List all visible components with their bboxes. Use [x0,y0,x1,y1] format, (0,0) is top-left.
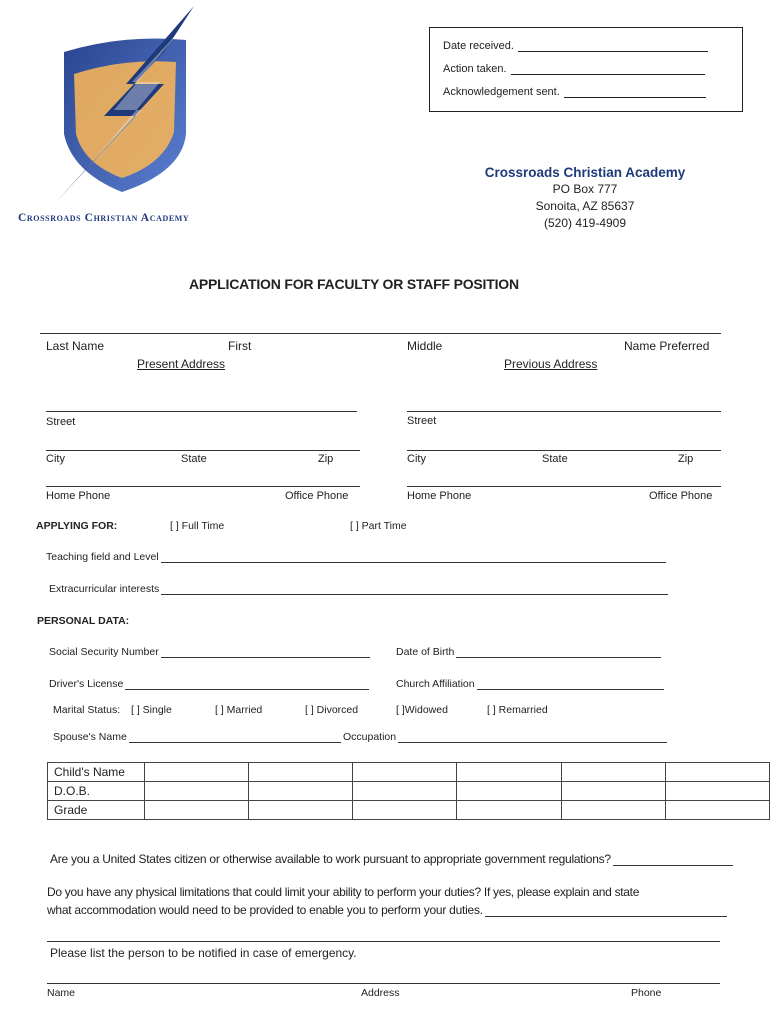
dob-input[interactable] [456,647,661,658]
table-cell[interactable] [144,801,248,820]
first-name-label: First [228,339,252,353]
occupation-label: Occupation [343,731,397,743]
table-cell[interactable] [665,801,769,820]
ssn-label: Social Security Number [49,646,159,658]
previous-address-heading: Previous Address [504,357,598,371]
date-received-label: Date received. [443,40,514,52]
emergency-prompt: Please list the person to be notified in case of emergency. [50,946,357,960]
full-time-checkbox[interactable]: [ ] Full Time [170,520,225,532]
present-state-label: State [181,453,207,465]
table-cell[interactable] [249,763,353,782]
married-checkbox[interactable]: [ ] Married [215,704,263,716]
school-logo [14,4,229,214]
church-input[interactable] [477,679,664,690]
child-dob-header: D.O.B. [48,782,145,801]
logo-caption: Crossroads Christian Academy [18,212,190,224]
action-taken-label: Action taken. [443,63,507,75]
dob-label: Date of Birth [396,646,455,658]
license-row [49,678,369,690]
license-label: Driver's License [49,678,124,690]
table-cell[interactable] [561,801,665,820]
present-city-field[interactable] [46,450,360,451]
ssn-row [49,646,370,658]
table-cell[interactable] [457,763,561,782]
extracurricular-input[interactable] [161,584,668,595]
emergency-contact-line[interactable] [47,983,720,984]
limitations-question-1: Do you have any physical limitations that could limit your ability to perform your duties? If yes, please explain and state [47,885,640,899]
extracurricular-row [49,583,668,595]
table-cell[interactable] [561,782,665,801]
table-cell[interactable] [353,782,457,801]
name-line[interactable] [40,333,721,334]
table-cell[interactable] [353,801,457,820]
table-cell[interactable] [665,782,769,801]
date-received-field[interactable] [518,41,708,52]
previous-street-label: Street [407,415,437,427]
single-checkbox[interactable]: [ ] Single [131,704,172,716]
part-time-checkbox[interactable]: [ ] Part Time [350,520,407,532]
limitations-answer-field[interactable] [485,904,727,917]
acknowledgement-sent-label: Acknowledgement sent. [443,86,560,98]
present-zip-label: Zip [318,453,334,465]
child-name-header: Child's Name [48,763,145,782]
children-table [47,762,770,820]
school-address-2: Sonoita, AZ 85637 [535,199,635,213]
limitations-extra-line[interactable] [47,941,720,942]
previous-office-phone-label: Office Phone [649,490,713,502]
school-name: Crossroads Christian Academy [484,165,686,180]
table-cell[interactable] [144,782,248,801]
previous-zip-label: Zip [678,453,694,465]
teaching-field-row [46,551,666,563]
school-address-1: PO Box 777 [552,182,618,196]
limitations-question-2: what accommodation would need to be provided to enable you to perform your duties. [47,903,483,917]
table-cell[interactable] [249,801,353,820]
middle-name-label: Middle [407,339,443,353]
form-title: APPLICATION FOR FACULTY OR STAFF POSITION [189,276,519,292]
school-info [470,164,700,232]
extracurricular-label: Extracurricular interests [49,583,160,595]
occupation-row [343,731,667,743]
spouse-row [53,731,341,743]
church-label: Church Affiliation [396,678,475,690]
present-address-heading: Present Address [137,357,226,371]
remarried-checkbox[interactable]: [ ] Remarried [487,704,548,716]
marital-status-label: Marital Status: [53,704,121,716]
previous-street-field[interactable] [407,411,721,412]
table-row [48,782,770,801]
dob-row [396,646,661,658]
last-name-label: Last Name [46,339,105,353]
citizen-question: Are you a United States citizen or otherwise available to work pursuant to appropriate government regulations? [50,852,611,866]
shield-bolt-icon [14,4,229,214]
limitations-question-row [47,903,727,917]
table-cell[interactable] [561,763,665,782]
license-input[interactable] [125,679,369,690]
church-row [396,678,664,690]
previous-phone-field[interactable] [407,486,721,487]
present-phone-field[interactable] [46,486,360,487]
present-office-phone-label: Office Phone [285,490,349,502]
emergency-address-label: Address [361,987,400,999]
preferred-name-label: Name Preferred [624,339,710,353]
divorced-checkbox[interactable]: [ ] Divorced [305,704,359,716]
table-row [48,801,770,820]
action-taken-field[interactable] [511,64,705,75]
table-cell[interactable] [353,763,457,782]
previous-city-label: City [407,453,426,465]
spouse-input[interactable] [129,732,341,743]
teaching-field-label: Teaching field and Level [46,551,159,563]
school-phone: (520) 419-4909 [543,216,627,230]
personal-data-label: PERSONAL DATA: [37,615,130,627]
table-cell[interactable] [665,763,769,782]
previous-home-phone-label: Home Phone [407,490,472,502]
office-use-box [429,27,743,112]
table-cell[interactable] [144,763,248,782]
table-cell[interactable] [457,801,561,820]
applying-for-label: APPLYING FOR: [36,520,118,532]
occupation-input[interactable] [398,732,667,743]
citizen-question-row [50,852,733,866]
widowed-checkbox[interactable]: [ ]Widowed [396,704,448,716]
ssn-input[interactable] [161,647,370,658]
spouse-label: Spouse's Name [53,731,127,743]
table-row [48,763,770,782]
present-street-label: Street [46,416,76,428]
present-home-phone-label: Home Phone [46,490,111,502]
acknowledgement-sent-field[interactable] [564,87,706,98]
previous-state-label: State [542,453,568,465]
table-cell[interactable] [457,782,561,801]
table-cell[interactable] [249,782,353,801]
child-grade-header: Grade [48,801,145,820]
present-city-label: City [46,453,65,465]
present-street-field[interactable] [46,411,357,412]
emergency-phone-label: Phone [631,987,662,999]
citizen-answer-field[interactable] [613,853,733,866]
emergency-name-label: Name [47,987,76,999]
teaching-field-input[interactable] [161,552,666,563]
previous-city-field[interactable] [407,450,721,451]
